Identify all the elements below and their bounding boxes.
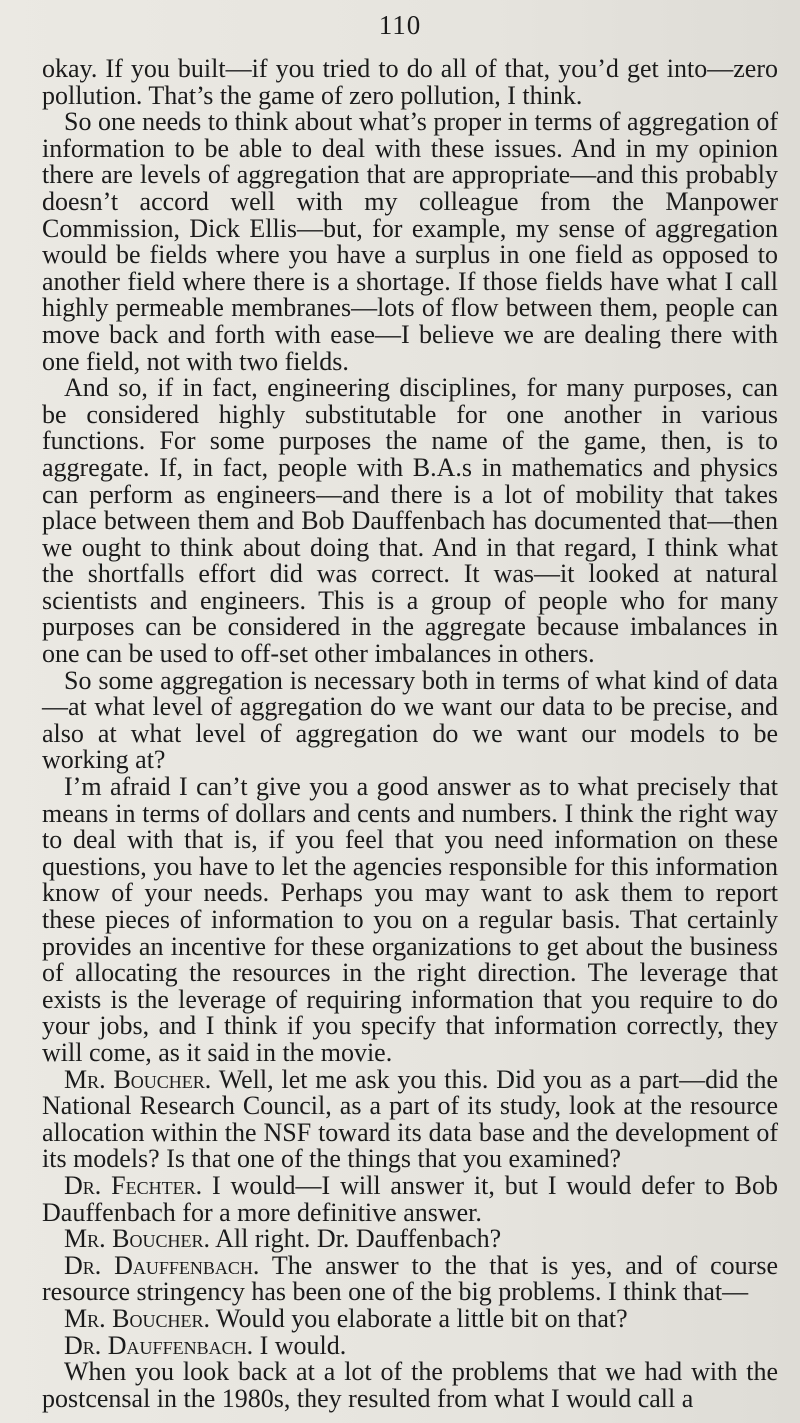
speaker-label: Mr. Boucher.: [64, 1303, 210, 1333]
paragraph-text: Would you elaborate a little bit on that?: [216, 1303, 628, 1333]
paragraph-dauffenbach-answer: [42, 1250, 778, 1307]
page-number: 110: [378, 10, 422, 40]
speaker-label: Dr. Dauffenbach.: [64, 1330, 254, 1360]
paragraph-text: And so, if in fact, engineering disciplines, for many purposes, can be considered highly substitutable for one another in various functions. For some purposes the name of the game, then, is to aggregate. If, in fact, people with B.A.s in mathematics and physics can perform as engineers—and there is a lot of mobility that takes place between them and Bob Dauffenbach has documented that—then we ought to think about doing that. And in that regard, I think what the shortfalls effort did was correct. It was—it looked at natural scientists and engineers. This is a group of people who for many purposes can be considered in the aggregate because imbalances in one can be used to off-set other imbalances in others.: [42, 373, 778, 669]
paragraph-text: When you look back at a lot of the problems that we had with the postcensal in the 1980s, they resulted from what I would call a: [42, 1357, 778, 1413]
paragraph-boucher-ack: [42, 1226, 778, 1253]
speaker-label: Dr. Dauffenbach.: [64, 1250, 260, 1280]
paragraph-answer: [42, 774, 778, 1067]
paragraph-boucher-elaborate: [42, 1303, 778, 1333]
speaker-label: Dr. Fechter.: [64, 1170, 203, 1200]
paragraph-text: Well, let me ask you this. Did you as a part—did the National Research Council, as a part of its study, look at the resource allocation within the NSF toward its data base and the development of its models? Is that one of the things that you examined?: [42, 1064, 778, 1174]
paragraph-text: All right. Dr. Dauffenbach?: [215, 1224, 502, 1254]
paragraph-postcensal: [42, 1359, 778, 1412]
paragraph-text: I’m afraid I can’t give you a good answer as to what precisely that means in terms of dollars and cents and numbers. I think the right way to deal with that is, if you feel that you need information on these questions, you have to let the agencies responsible for this information know of your needs. Perhaps you may want to ask them to report these pieces of information to you on a regular basis. That certainly provides an incentive for these organizations to get about the business of allocating the resources in the right direction. The leverage that exists is the leverage of requiring information that you require to do your jobs, and I think if you specify that information correctly, they will come, as it said in the movie.: [42, 772, 778, 1067]
paragraph-text: The answer to the that is yes, and of course resource stringency has been one of the big problems. I think that—: [42, 1250, 778, 1307]
paragraph-continuation: [42, 56, 778, 109]
paragraph-engineering: [42, 375, 778, 668]
paragraph-text: I would.: [259, 1330, 347, 1360]
paragraph-dauffenbach-would: [42, 1330, 778, 1360]
paragraph-text: okay. If you built—if you tried to do all of that, you’d get into—zero pollution. That’s the game of zero pollution, I think.: [42, 54, 778, 110]
speaker-label: Mr. Boucher.: [64, 1064, 212, 1094]
paragraph-text: So some aggregation is necessary both in terms of what kind of data—at what level of aggregation do we want our data to be precise, and also at what level of aggregation do we want our models to be working at?: [42, 665, 778, 775]
paragraph-text: So one needs to think about what’s proper in terms of aggregation of information to be able to deal with these issues. And in my opinion there are levels of aggregation that are appropriate—and this probably doesn’t accord well with my colleague from the Manpower Commission, Dick Ellis—but, for example, my sense of aggregation would be fields where you have a surplus in one field as opposed to another field where there is a shortage. If those fields have what I call highly permeable membranes—lots of flow between them, people can move back and forth with ease—I believe we are dealing there with one field, not with two fields.: [42, 107, 778, 376]
speaker-label: Mr. Boucher.: [64, 1224, 210, 1254]
paragraph-fechter-reply: [42, 1170, 779, 1227]
paragraph-text: I would—I will answer it, but I would defer to Bob Dauffenbach for a more definitive answer.: [42, 1170, 779, 1227]
paragraph-aggregation: [42, 109, 778, 375]
paragraph-boucher-question: [42, 1064, 778, 1174]
body-text: [42, 56, 778, 1412]
paragraph-data-precision: [42, 665, 778, 775]
